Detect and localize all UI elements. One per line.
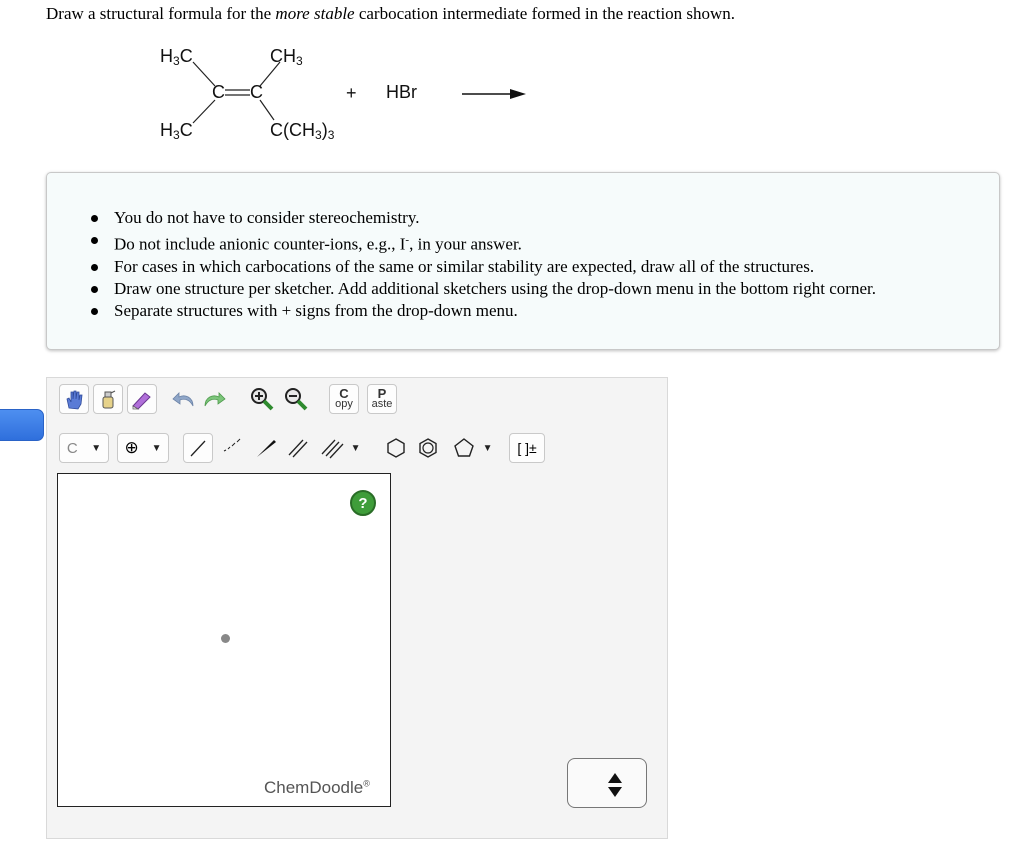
double-bond-icon <box>286 437 310 459</box>
reaction-scheme <box>150 40 550 150</box>
instruction-item: Separate structures with + signs from the drop-down menu. <box>91 300 876 322</box>
single-bond-button[interactable] <box>183 433 213 463</box>
chemdoodle-logo <box>264 778 370 798</box>
bracket-label: [ ]± <box>517 440 537 456</box>
chevron-down-icon: ▼ <box>91 442 102 454</box>
side-tab[interactable] <box>0 409 44 441</box>
question-text <box>46 4 735 24</box>
paste-label-top: P <box>377 386 387 401</box>
cyclohexane-button[interactable] <box>381 433 411 463</box>
dashed-bond-button[interactable] <box>217 433 247 463</box>
plus-sign: + <box>346 83 357 103</box>
chevron-down-icon: ▼ <box>350 442 361 454</box>
copy-button[interactable] <box>329 384 359 414</box>
tert-butyl-label: $C(CH_3)_3$ <box>270 120 335 142</box>
zoom-out-button[interactable] <box>281 384 311 414</box>
registered-mark: ® <box>363 778 370 789</box>
hexagon-icon <box>384 436 408 460</box>
triple-bond-icon <box>320 437 344 459</box>
instruction-item: You do not have to consider stereochemistry. <box>91 207 876 229</box>
reagent-label: HBr <box>386 82 417 102</box>
charge-dropdown[interactable] <box>117 433 169 463</box>
eraser-bottle-icon <box>97 388 119 410</box>
question-emphasis: more stable <box>275 4 355 23</box>
eraser-tool-button[interactable] <box>127 384 157 414</box>
zoom-in-button[interactable] <box>247 384 277 414</box>
help-button[interactable]: ? <box>350 490 376 516</box>
wedge-bond-button[interactable] <box>251 433 281 463</box>
bracket-button[interactable] <box>509 433 545 463</box>
plus-charge-icon: ⊕ <box>124 438 139 457</box>
superscript-minus: - <box>405 234 410 246</box>
sketcher-panel <box>46 377 668 839</box>
hand-icon <box>63 388 85 410</box>
dashed-bond-icon <box>220 437 244 459</box>
benzene-button[interactable] <box>413 433 443 463</box>
add-sketcher-stepper[interactable] <box>567 758 647 808</box>
atom-label: C <box>66 439 78 457</box>
paste-button[interactable] <box>367 384 397 414</box>
undo-icon <box>171 388 197 410</box>
chevron-down-icon: ▼ <box>151 442 162 454</box>
clear-tool-button[interactable] <box>93 384 123 414</box>
single-bond-icon <box>187 437 209 459</box>
redo-button[interactable] <box>199 384 229 414</box>
wedge-bond-icon <box>254 437 278 459</box>
instruction-item: For cases in which carbocations of the same or similar stability are expected, draw all of the structures. <box>91 256 876 278</box>
methyl-label-top-left: $H_3C$ <box>160 46 193 68</box>
copy-label-bottom: opy <box>335 398 353 410</box>
marker-icon <box>130 388 154 410</box>
drawing-canvas[interactable] <box>57 473 391 807</box>
hand-tool-button[interactable] <box>59 384 89 414</box>
canvas-dot <box>221 634 230 643</box>
paste-label-bottom: aste <box>371 398 393 410</box>
pentagon-icon <box>452 436 476 460</box>
benzene-icon <box>416 436 440 460</box>
carbon-label-right: C <box>250 82 263 102</box>
triple-bond-dropdown[interactable] <box>315 433 365 463</box>
question-part-2: carbocation intermediate formed in the reaction shown. <box>354 4 736 23</box>
zoom-in-icon <box>249 386 275 412</box>
methyl-label-top-right: $CH_3$ <box>270 46 303 68</box>
atom-select-dropdown[interactable] <box>59 433 109 463</box>
up-down-arrows-icon <box>568 759 648 809</box>
undo-button[interactable] <box>169 384 199 414</box>
redo-icon <box>201 388 227 410</box>
methyl-label-bottom-left: $H_3C$ <box>160 120 193 142</box>
instruction-text: , in your answer. <box>409 234 522 254</box>
instructions-list <box>91 207 876 322</box>
carbon-label-left: C <box>212 82 225 102</box>
instruction-text: Do not include anionic counter-ions, e.g., I <box>114 234 406 254</box>
zoom-out-icon <box>283 386 309 412</box>
instruction-item <box>91 229 876 256</box>
instruction-item: Draw one structure per sketcher. Add additional sketchers using the drop-down menu in the bottom right corner. <box>91 278 876 300</box>
copy-label-top: C <box>339 386 349 401</box>
question-part-1: Draw a structural formula for the <box>46 4 276 23</box>
brand-text: ChemDoodle <box>264 778 364 797</box>
ring-dropdown[interactable] <box>447 433 497 463</box>
chevron-down-icon: ▼ <box>482 442 493 454</box>
instructions-box <box>46 172 1000 350</box>
double-bond-button[interactable] <box>283 433 313 463</box>
